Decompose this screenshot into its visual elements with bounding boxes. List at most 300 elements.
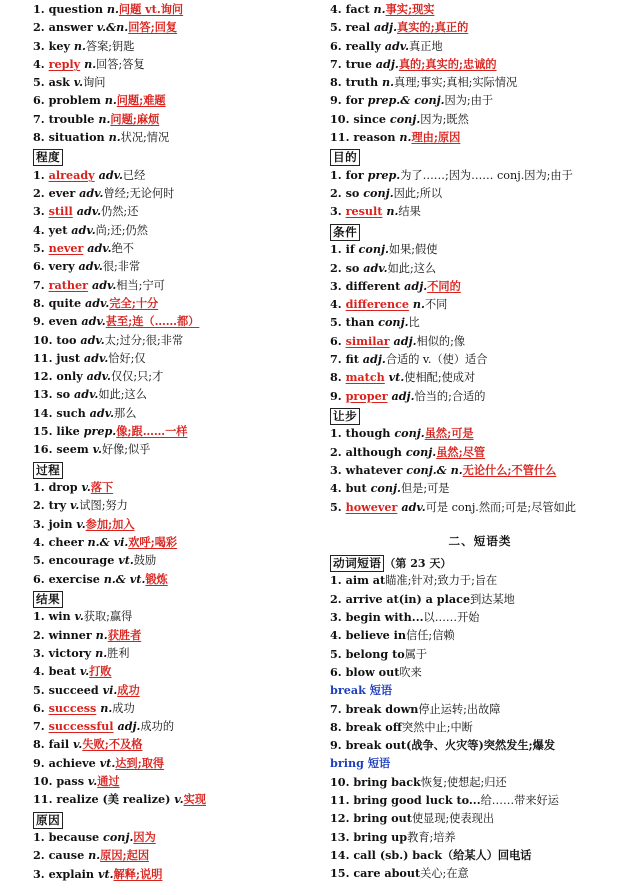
entry-number: 14. [330, 847, 354, 862]
entry-headword: success [48, 700, 97, 715]
entry-headword: so [56, 387, 71, 402]
entry-number: 2. [330, 591, 346, 606]
entry-number: 7. [330, 352, 346, 367]
entry-number: 3. [33, 516, 49, 531]
entry-number: 4. [33, 664, 49, 679]
entry-pos: adv. [77, 314, 106, 329]
entry-headword: never [48, 241, 84, 256]
vocab-entry [330, 700, 630, 718]
vocab-entry [33, 166, 333, 184]
entry-meaning-highlight: 原因;起因 [100, 848, 150, 863]
phrase-group-word: break [330, 683, 370, 698]
entry-pos: adv. [72, 204, 102, 219]
entry-headword: ever [48, 186, 76, 201]
vocab-entry [33, 570, 333, 588]
entry-pos: adv. [82, 369, 111, 384]
vocab-entry [330, 128, 630, 146]
entry-pos: adv. [76, 332, 105, 347]
entry-number: 1. [33, 480, 49, 495]
entry-meaning-highlight: 真的;真实的;忠诚的 [398, 56, 497, 71]
entry-meaning: 以……开始 [423, 611, 480, 625]
entry-number: 3. [33, 38, 49, 53]
entry-number: 11. [330, 130, 354, 145]
entry-pos: conj. [390, 426, 425, 441]
vocab-entry [33, 644, 333, 662]
entry-number: 15. [330, 866, 354, 881]
entry-pos: adv. [88, 277, 117, 292]
entry-meaning: 到达某地 [470, 592, 515, 606]
entry-meaning: 因为;由于 [444, 94, 494, 108]
entry-meaning-highlight: 无论什么;不管什么 [462, 463, 557, 478]
vocab-entry [33, 699, 333, 717]
entry-pos: conj. [366, 481, 401, 496]
entry-meaning-highlight: 欢呼;喝彩 [128, 535, 178, 550]
entry-meaning-highlight: 问题;难题 [116, 93, 166, 108]
vocab-entry [330, 202, 630, 220]
entry-number: 6. [33, 700, 49, 715]
phrase-group-label: 短语 [369, 683, 393, 698]
entry-number: 2. [33, 848, 49, 863]
entry-number: 6. [33, 571, 49, 586]
entry-number: 9. [330, 738, 346, 753]
vocab-entry [33, 276, 333, 294]
entry-number: 10. [330, 774, 354, 789]
entry-pos: conj. [401, 444, 437, 459]
entry-headword: rather [48, 277, 89, 292]
vocab-entry [330, 608, 630, 626]
vocab-entry [33, 55, 333, 73]
vocab-entry [33, 184, 333, 202]
entry-meaning: 恰当的;合适的 [414, 389, 486, 403]
entry-pos: v. [72, 516, 86, 531]
entry-meaning: 教育;培养 [407, 830, 456, 844]
entry-headword: trouble [48, 111, 95, 126]
entry-pos: adj. [113, 719, 141, 734]
entry-number: 9. [330, 388, 346, 403]
entry-meaning: 试图;努力 [79, 499, 128, 513]
entry-pos: prep.& conj. [363, 93, 445, 108]
entry-number: 8. [330, 75, 346, 90]
vocab-entry [330, 18, 630, 36]
entry-headword: such [56, 405, 86, 420]
entry-headword: answer [48, 20, 93, 35]
vocab-entry [330, 626, 630, 644]
vocab-entry [33, 681, 333, 699]
entry-number: 10. [33, 332, 57, 347]
vocab-entry [33, 496, 333, 514]
entry-number: 10. [33, 774, 57, 789]
entry-pos: adj. [400, 278, 428, 293]
entry-meaning: 真正地 [409, 39, 443, 53]
entry-number: 6. [33, 259, 49, 274]
vocab-entry [330, 718, 630, 736]
entry-pos: adj. [358, 352, 386, 367]
entry-headword: problem [48, 93, 101, 108]
entry-number: 1. [330, 426, 346, 441]
entry-pos: conj. [359, 186, 394, 201]
entry-pos: v. [88, 442, 102, 457]
vocab-entry [33, 18, 333, 36]
entry-number: 5. [33, 75, 49, 90]
entry-number: 3. [33, 866, 49, 881]
vocab-entry [33, 239, 333, 257]
vocab-entry [33, 294, 333, 312]
entry-number: 8. [330, 719, 346, 734]
vocab-entry [330, 37, 630, 55]
vocab-entry [330, 240, 630, 258]
entry-number: 4. [33, 56, 49, 71]
vocab-entry [33, 478, 333, 496]
entry-headword: exercise [48, 571, 100, 586]
entry-headword: believe in [345, 628, 407, 643]
entry-number: 11. [33, 350, 57, 365]
category-label: 过程 [33, 462, 63, 479]
vocab-entry [33, 790, 333, 808]
category-label: 让步 [330, 408, 360, 425]
entry-number: 16. [33, 442, 57, 457]
entry-headword: fail [48, 737, 70, 752]
entry-headword: like [56, 424, 80, 439]
entry-meaning: 瞄准;针对;致力于;旨在 [385, 574, 498, 588]
entry-pos: adv. [85, 405, 114, 420]
entry-number: 5. [330, 499, 346, 514]
entry-number: 7. [330, 56, 346, 71]
entry-meaning: 尚;还;仍然 [95, 223, 148, 237]
entry-headword: ask [48, 75, 70, 90]
vocab-entry [330, 571, 630, 589]
vocab-entry [330, 313, 630, 331]
entry-meaning: 答案;钥匙 [85, 39, 135, 53]
entry-headword: true [345, 56, 372, 71]
entry-meaning: 如此;这么 [98, 388, 147, 402]
vocab-entry [33, 404, 333, 422]
phrase-group-header [330, 681, 630, 699]
right-column [330, 0, 630, 882]
entry-meaning: 状况;情况 [120, 131, 170, 145]
entry-meaning-highlight: 甚至;连（……都） [105, 314, 200, 329]
entry-headword: because [48, 830, 100, 845]
vocab-entry [330, 332, 630, 350]
vocab-entry [33, 865, 333, 883]
category-label: 条件 [330, 224, 360, 241]
entry-pos: n. [96, 700, 113, 715]
entry-headword: for [345, 93, 364, 108]
vocab-entry [33, 626, 333, 644]
entry-number: 1. [330, 242, 346, 257]
entry-headword: begin with... [345, 610, 424, 625]
phrase-group-header [330, 754, 630, 772]
vocab-entry [330, 443, 630, 461]
entry-meaning-highlight: 事实;现实 [385, 2, 435, 16]
vocab-entry [33, 735, 333, 753]
entry-pos: adv. [67, 222, 96, 237]
entry-meaning: 使相配;使成对 [404, 371, 476, 385]
entry-pos: n. [369, 2, 386, 16]
vocab-entry [330, 479, 630, 497]
entry-number: 7. [33, 277, 49, 292]
entry-number: 5. [33, 553, 49, 568]
entry-pos: conj. [374, 315, 409, 330]
entry-number: 6. [330, 333, 346, 348]
entry-pos: v. [84, 774, 98, 789]
entry-number: 1. [33, 2, 49, 16]
entry-headword: quite [48, 295, 82, 310]
entry-pos: adv. [70, 387, 99, 402]
entry-meaning-highlight: 理由;原因 [411, 130, 461, 145]
entry-number: 3. [33, 646, 49, 660]
entry-number: 8. [330, 370, 346, 385]
vocab-entry [33, 662, 333, 680]
entry-number: 3. [330, 610, 346, 625]
vocab-entry [330, 663, 630, 681]
category-label: 动词短语 [330, 555, 384, 572]
entry-headword: drop [48, 480, 78, 495]
entry-meaning: 使显现;使表现出 [411, 812, 495, 826]
entry-number: 5. [330, 646, 346, 661]
entry-headword: bring up [353, 829, 408, 844]
entry-headword: situation [48, 130, 105, 145]
entry-meaning: 太;过分;很;非常 [104, 333, 184, 347]
vocab-entry [33, 37, 333, 55]
entry-meaning: 突然中止;中断 [401, 720, 473, 734]
entry-meaning: 如此;这么 [387, 261, 437, 275]
entry-headword: fact [345, 2, 370, 16]
entry-pos: conj. [385, 111, 421, 126]
vocab-entry [330, 277, 630, 295]
entry-number: 5. [33, 682, 49, 697]
entry-number: 11. [33, 792, 57, 807]
entry-meaning-highlight: 达到;取得 [115, 755, 165, 770]
entry-number: 8. [33, 130, 49, 145]
entry-pos: n. [378, 75, 395, 90]
entry-number: 4. [330, 628, 346, 643]
entry-number: 4. [330, 481, 346, 496]
entry-pos: v. [69, 737, 83, 752]
entry-number: 4. [330, 297, 346, 312]
vocab-entry [33, 73, 333, 91]
entry-meaning: 真理;事实;真相;实际情况 [394, 76, 518, 90]
vocab-entry [330, 166, 630, 184]
entry-headword: key [48, 38, 70, 53]
category-label: 原因 [33, 812, 63, 829]
vocab-entry [330, 736, 630, 754]
entry-number: 2. [33, 627, 49, 642]
entry-pos: n. [382, 204, 399, 219]
entry-meaning: 如果;假使 [388, 243, 438, 257]
entry-headword: arrive at(in) a place [345, 591, 471, 606]
vocab-entry [33, 349, 333, 367]
entry-headword: blow out [345, 664, 400, 679]
entry-pos: n. [409, 297, 425, 312]
vocab-entry [330, 387, 630, 405]
entry-pos: v. [75, 664, 90, 679]
entry-meaning: 不同 [424, 298, 448, 312]
entry-meaning: 鼓励 [133, 554, 157, 568]
entry-headword: cause [48, 848, 85, 863]
entry-meaning: 回答;答复 [96, 57, 145, 71]
vocab-entry [33, 772, 333, 790]
entry-number: 9. [33, 755, 49, 770]
entry-headword: aim at [345, 573, 386, 588]
entry-number: 5. [330, 315, 346, 330]
entry-number: 4. [330, 2, 346, 16]
entry-meaning: 为了……;因为…… conj.因为;由于 [400, 168, 573, 182]
entry-headword: explain [48, 866, 95, 881]
entry-pos: v. [77, 480, 91, 495]
entry-pos: n. [84, 848, 101, 863]
entry-pos: v. [66, 498, 80, 513]
category-header [330, 552, 630, 572]
phrase-group-word: bring [330, 756, 368, 771]
entry-number: 3. [330, 278, 346, 293]
entry-number: 7. [33, 111, 49, 126]
vocab-entry [33, 607, 333, 625]
vocab-entry [330, 828, 630, 846]
category-header [33, 588, 333, 608]
category-header [33, 459, 333, 479]
entry-headword: break out(战争、火灾等)突然发生;爆发 [345, 738, 556, 753]
entry-headword: realize (美 realize) [56, 792, 171, 807]
entry-headword: match [345, 370, 385, 385]
entry-headword: reply [48, 56, 81, 71]
entry-pos: adj. [387, 388, 415, 403]
entry-number: 2. [330, 260, 346, 275]
vocab-entry [33, 551, 333, 569]
entry-meaning: 成功 [112, 701, 135, 715]
entry-meaning: 曾经;无论何时 [103, 187, 175, 201]
vocab-entry [33, 331, 333, 349]
entry-number: 8. [33, 295, 49, 310]
vocab-entry [330, 91, 630, 109]
vocab-entry [330, 259, 630, 277]
entry-headword: yet [48, 222, 68, 237]
entry-meaning: 询问 [83, 76, 106, 90]
vocab-entry [33, 533, 333, 551]
vocab-entry [330, 590, 630, 608]
entry-meaning: 因为;既然 [420, 112, 469, 126]
entry-pos: n.& vi. [83, 535, 129, 550]
entry-meaning-highlight: 不同的 [427, 278, 461, 293]
entry-headword: really [345, 38, 381, 53]
entry-headword: call (sb.) back（给某人）回电话 [353, 847, 532, 862]
entry-headword: bring good luck to... [353, 792, 481, 807]
entry-meaning: 停止运转;出故障 [418, 702, 501, 716]
entry-headword: seem [56, 442, 89, 457]
category-header [33, 146, 333, 166]
entry-meaning-highlight: 实现 [183, 792, 206, 807]
entry-meaning: 但是;可是 [400, 482, 450, 496]
entry-meaning: 吹来 [399, 665, 422, 679]
entry-number: 13. [330, 829, 354, 844]
entry-headword: result [345, 204, 383, 219]
entry-number: 7. [330, 701, 346, 716]
entry-headword: though [345, 426, 391, 441]
category-note: （第 23 天） [384, 556, 452, 570]
entry-pos: conj. [99, 830, 134, 845]
entry-meaning-highlight: 真实的;真正的 [397, 20, 469, 35]
entry-meaning: 成功的 [140, 720, 175, 734]
entry-pos: n. [94, 111, 111, 126]
entry-pos: n. [102, 2, 119, 16]
entry-pos: adv. [397, 499, 426, 514]
entry-headword: succeed [48, 682, 99, 697]
entry-meaning-highlight: 获胜者 [107, 627, 142, 642]
vocab-entry [33, 202, 333, 220]
entry-number: 3. [330, 204, 346, 219]
entry-headword: so [345, 186, 360, 201]
vocab-entry [33, 257, 333, 275]
vocab-entry [330, 809, 630, 827]
entry-pos: vt. [114, 553, 134, 568]
vocab-entry [33, 422, 333, 440]
entry-meaning-highlight: 参加;加入 [85, 516, 135, 531]
entry-headword: although [345, 444, 402, 459]
entry-meaning: 相当;宁可 [116, 278, 165, 292]
vocab-entry [330, 424, 630, 442]
entry-meaning: 恰好;仅 [108, 351, 146, 365]
entry-meaning: 胜利 [107, 647, 130, 660]
section-title: 二、短语类 [448, 533, 512, 548]
vocab-entry [33, 385, 333, 403]
entry-meaning: 给……带来好运 [480, 793, 559, 807]
entry-number: 6. [330, 664, 346, 679]
entry-meaning: 已经 [122, 168, 146, 182]
vocab-entry [330, 0, 630, 18]
entry-number: 2. [330, 444, 346, 459]
left-column [33, 0, 333, 883]
entry-pos: n. [100, 93, 117, 108]
vocab-entry [33, 0, 333, 18]
entry-headword: reason [353, 130, 396, 145]
entry-meaning-highlight: 失败;不及格 [82, 737, 143, 752]
category-header [330, 405, 630, 425]
entry-meaning-highlight: 通过 [97, 774, 120, 789]
vocab-entry [33, 221, 333, 239]
entry-meaning-highlight: 成功 [117, 682, 140, 697]
entry-number: 9. [33, 314, 49, 329]
entry-number: 12. [33, 369, 57, 384]
entry-headword: than [345, 315, 375, 330]
vocab-entry [33, 440, 333, 458]
entry-number: 1. [330, 167, 346, 182]
entry-meaning: 好像;似乎 [101, 443, 151, 457]
vocab-entry [33, 91, 333, 109]
category-header [33, 809, 333, 829]
vocab-entry [330, 55, 630, 73]
entry-headword: too [56, 332, 77, 347]
vocab-entry [330, 295, 630, 313]
entry-headword: bring out [353, 811, 412, 826]
entry-meaning-highlight: 落下 [90, 480, 114, 495]
entry-number: 7. [33, 719, 49, 734]
entry-meaning-highlight: 锻炼 [145, 571, 168, 586]
vocab-entry [33, 312, 333, 330]
entry-meaning: 获取;赢得 [83, 610, 133, 624]
entry-number: 5. [330, 20, 346, 35]
entry-meaning-highlight: 问题;麻烦 [110, 111, 160, 126]
entry-number: 10. [330, 111, 354, 126]
entry-headword: winner [48, 627, 92, 642]
entry-pos: vi. [98, 682, 118, 697]
vocab-entry [33, 128, 333, 146]
vocab-entry [33, 754, 333, 772]
vocab-entry [33, 515, 333, 533]
entry-headword: break down [345, 701, 419, 716]
entry-pos: prep. [79, 424, 117, 439]
entry-meaning-highlight: 解释;说明 [113, 866, 163, 881]
entry-pos: n. [104, 130, 121, 145]
entry-pos: n. [395, 130, 412, 145]
